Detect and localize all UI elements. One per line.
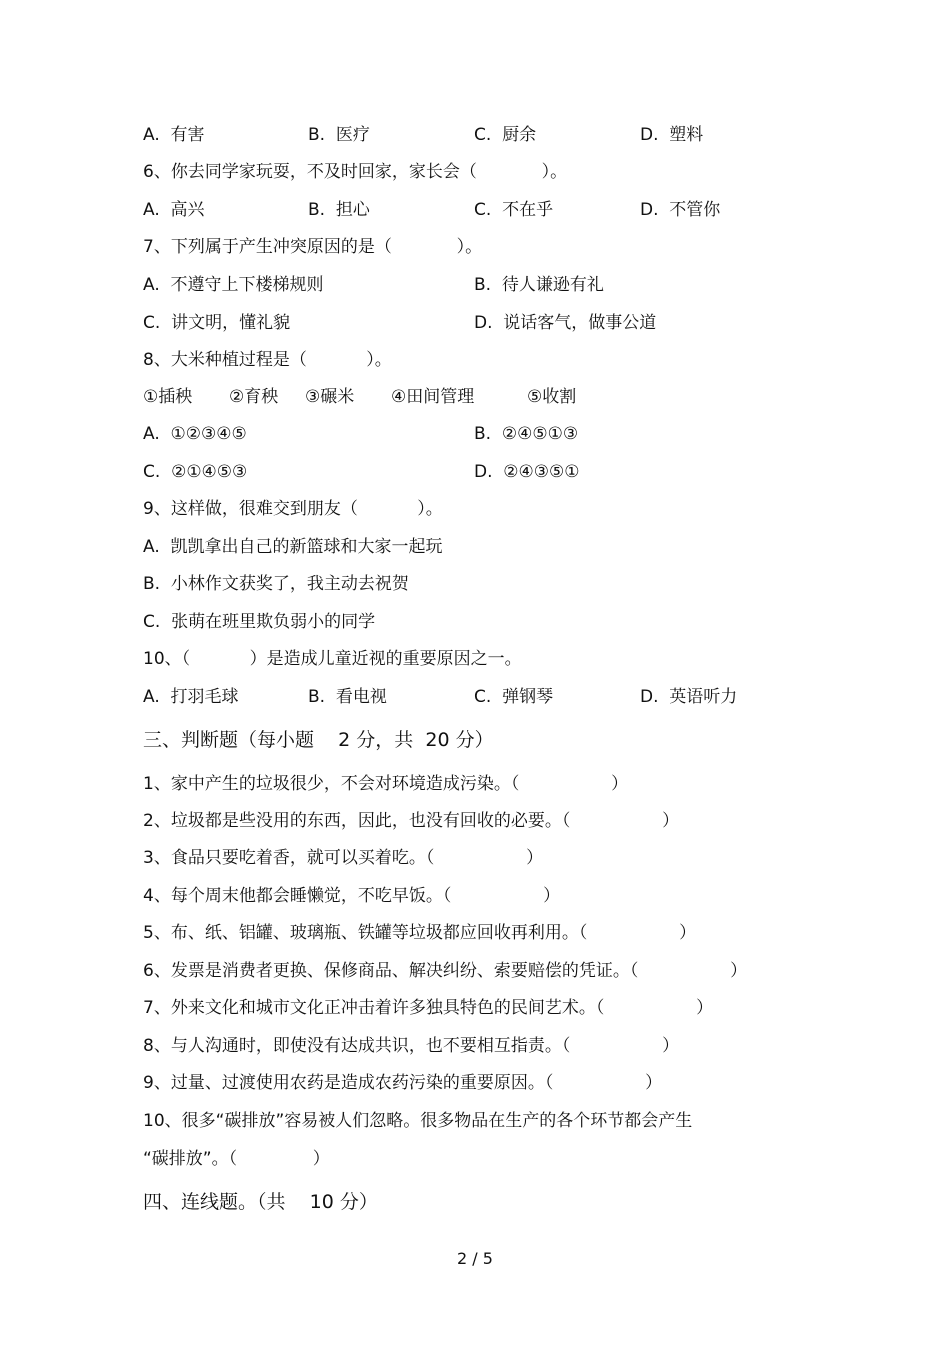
q6-option-d: D. 不管你 [640, 200, 721, 220]
judge-item-8: 8、与人沟通时，即使没有达成共识，也不要相互指责。（ ） [143, 1036, 680, 1056]
q9-option-a: A. 凯凯拿出自己的新篮球和大家一起玩 [143, 537, 443, 557]
q5-option-c: C. 厨余 [474, 125, 537, 145]
judge-item-2: 2、垃圾都是些没用的东西，因此，也没有回收的必要。（ ） [143, 811, 680, 831]
q7-option-b: B. 待人谦逊有礼 [474, 275, 604, 295]
q9-option-c: C. 张萌在班里欺负弱小的同学 [143, 612, 376, 632]
section3-heading: 三、判断题（每小题 2 分，共 20 分） [143, 729, 494, 751]
q10-option-c: C. 弹钢琴 [474, 687, 554, 707]
judge-item-5: 5、布、纸、铝罐、玻璃瓶、铁罐等垃圾都应回收再利用。（ ） [143, 923, 697, 943]
judge-item-7: 7、外来文化和城市文化正冲击着许多独具特色的民间艺术。（ ） [143, 998, 714, 1018]
q8-option-c: C. ②①④⑤③ [143, 462, 248, 482]
q8-step-3: ③碾米 [305, 387, 355, 407]
q7-option-c: C. 讲文明，懂礼貌 [143, 313, 291, 333]
q6-option-c: C. 不在乎 [474, 200, 554, 220]
judge-item-1: 1、家中产生的垃圾很少，不会对环境造成污染。（ ） [143, 774, 629, 794]
q6-option-a: A. 高兴 [143, 200, 205, 220]
judge-item-9: 9、过量、过渡使用农药是造成农药污染的重要原因。（ ） [143, 1073, 663, 1093]
judge-item-3: 3、食品只要吃着香，就可以买着吃。（ ） [143, 848, 544, 868]
q10-option-d: D. 英语听力 [640, 687, 738, 707]
q5-option-b: B. 医疗 [308, 125, 370, 145]
q9-option-b: B. 小林作文获奖了，我主动去祝贺 [143, 574, 409, 594]
q8-stem: 8、大米种植过程是（ ）。 [143, 350, 392, 370]
q6-stem: 6、你去同学家玩耍，不及时回家，家长会（ ）。 [143, 162, 568, 182]
q8-step-1: ①插秧 [143, 387, 193, 407]
q8-step-2: ②育秧 [229, 387, 279, 407]
q10-stem: 10、（ ）是造成儿童近视的重要原因之一。 [143, 649, 522, 669]
q5-option-d: D. 塑料 [640, 125, 704, 145]
q8-option-d: D. ②④③⑤① [474, 462, 580, 482]
q7-stem: 7、下列属于产生冲突原因的是（ ）。 [143, 237, 483, 257]
judge-item-10: 10、很多“碳排放”容易被人们忽略。很多物品在生产的各个环节都会产生 [143, 1111, 693, 1131]
q10-option-b: B. 看电视 [308, 687, 387, 707]
judge-item-10-continued: “碳排放”。（ ） [143, 1149, 330, 1169]
q6-option-b: B. 担心 [308, 200, 370, 220]
q8-step-5: ⑤收割 [527, 387, 577, 407]
q7-option-a: A. 不遵守上下楼梯规则 [143, 275, 324, 295]
q8-option-b: B. ②④⑤①③ [474, 424, 579, 444]
judge-item-6: 6、发票是消费者更换、保修商品、解决纠纷、索要赔偿的凭证。（ ） [143, 961, 748, 981]
judge-item-4: 4、每个周末他都会睡懒觉，不吃早饭。（ ） [143, 886, 561, 906]
q8-option-a: A. ①②③④⑤ [143, 424, 247, 444]
q10-option-a: A. 打羽毛球 [143, 687, 239, 707]
q8-step-4: ④田间管理 [391, 387, 475, 407]
page-number: 2 / 5 [457, 1249, 493, 1268]
q5-option-a: A. 有害 [143, 125, 205, 145]
q7-option-d: D. 说话客气，做事公道 [474, 313, 657, 333]
section4-heading: 四、连线题。（共 10 分） [143, 1191, 378, 1213]
q9-stem: 9、这样做，很难交到朋友（ ）。 [143, 499, 443, 519]
